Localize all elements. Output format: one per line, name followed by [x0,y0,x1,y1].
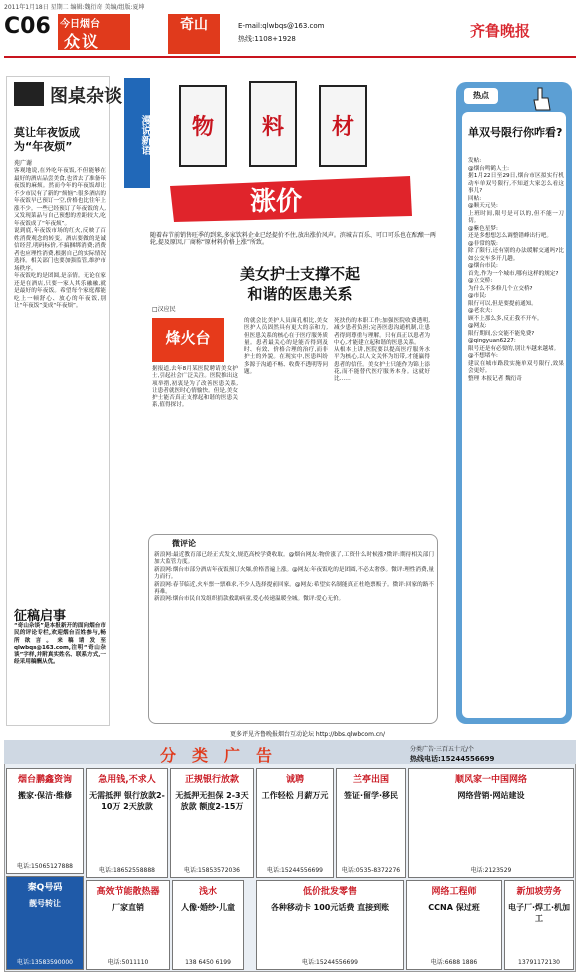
forum-link[interactable]: 更多评见齐鲁晚报烟台互动论坛 http://bbs.qlwbcom.cn/ [230,731,385,738]
issue-date: 2011年1月18日 星期二 编辑:魏衍奇 美编/组版:夏坤 [4,4,145,11]
ad-body: 无需抵押 银行放款2-10万 2天放款 [89,791,165,811]
sidebar-thread: 发帖: @烟台鸣鹤人士: 据1月22日至29日,烟台市区拟实行机动车单双号限行,不知道大家怎么看这事儿? 回帖: @顺天元昊: 上班时间,限号是可以的,但不能一刀切。 @紫色星梦: 还是多想想怎么调整错峰出行吧。 @非常的版: 除了限行,还有别的办法缓解交通吗?比如公交车多开几趟。 @烟台市民: 首先,作为一个城市,哪有这样的规定? @立交桥: 为什么不多修几个立交桥? @市民: 限行可以,但是要提前通知。 @老农夫: 顾不上那么多,反正我不开车。 @网友: 限行期间,公交能不能免费? @qingyuan6227: 限号还是有必要的,别让车越来越堵。 @不想堵车: 建议在城市路段实施单双号限行,效果会更好。 整理 本报记者 魏衍奇 [468,158,564,382]
classified-ad [86,768,168,878]
editorial-cartoon [150,76,436,244]
page-number: C06 [4,14,51,39]
ad-title: 兰亭出国 [352,775,389,785]
ad-phone: 电话:13583590000 [16,959,73,966]
ad-body: 厂家直销 [112,903,144,912]
ad-title: 浅水 [198,887,217,897]
left-article-title: 莫让年夜饭成为“年夜烦” [14,126,80,153]
main-article-col-1: 据报道,去年8月某医院聘请美女护士,引起社会广泛关注。医院推出这项举措,初衷是为了改善医患关系,让患者就医时心情愉快。但是,美女护士能否真正支撑起和谐的医患关系,值得探讨。 [152,366,238,409]
column-logo: 奇山 [168,14,220,54]
header-divider [4,56,576,58]
ad-phone: 电话:15065127888 [16,863,73,870]
sidebar-title: 单双号限行你咋看? [468,126,563,139]
ads-title: 分类广告 [160,746,289,765]
classified-ad [256,768,334,878]
ad-body: 人像·婚纱·儿童 [180,903,236,912]
ads-hotline: 热线电话:15244556699 [410,755,495,763]
newspaper-brand: 齐鲁晚报 [470,22,531,40]
ad-phone: 138 6450 6199 [185,959,231,966]
ad-body: 各种移动卡 100元话费 直接到账 [270,903,390,912]
header-phone: 热线:1108+1928 [238,35,296,43]
ad-body: 无抵押无担保 2-3天放款 额度2-15万 [175,791,249,811]
ad-body: CCNA 保过班 [428,903,480,912]
ad-title: 高效节能散热器 [96,887,160,897]
notice-title: 征稿启事 [14,609,67,624]
ad-phone: 电话:18652558888 [98,867,155,874]
left-article-body: 客观地说,在外吃年夜饭,不但能够在最好的酒店品尝美食,也省去了准备年夜饭的麻烦。然而今年的年夜饭却让不少市民有了新的“烦恼”:很多酒店的年夜饭早已预订一空,价格也比往年上涨不少。一些已经预订了年夜饭的人,又发现菜品与自己预想的差距较大,吃年夜饭成了“年夜烦”。 说到底,年夜饭市场的红火,反映了百姓消费观念的转变。酒店要做的是诚信经营,明码标价,不搞捆绑消费;消费者也应理性消费,根据自己的实际情况选择。相关部门也要加强监管,维护市场秩序。 年夜饭吃的是团圆,是亲情。无论在家还是在酒店,只要一家人其乐融融,就是最好的年夜饭。希望每个家庭都能吃上一顿舒心、放心的年夜饭,别让“年夜饭”变成“年夜烦”。 [14,168,106,309]
column-badge: 烽火台 [152,318,224,362]
notice-body: “奇山杂谈”是本报新开的面向烟台市民的评论专栏,欢迎烟台百姓参与,畅所欲言。来稿请发至qlwbqs@163.com,注明“奇山杂谈”字样,并附真实姓名、联系方式,一经采用稿酬从优。 [14,623,106,666]
ad-title: 正规银行放款 [184,775,239,785]
ads-hotline-label: 分类广告·三百五十元/个 [410,746,474,753]
main-title-line-2: 和谐的医患关系 [247,285,353,303]
page-header [0,0,580,60]
left-article-author: 苑广谢 [14,160,33,167]
ad-title: 新加坡劳务 [516,887,562,897]
ad-body: 搬家·保洁·维修 [17,791,73,800]
ad-title: 诚聘 [285,775,304,785]
ad-phone: 电话:0535-8372276 [341,867,401,874]
cartoon-word-2: 料 [262,115,285,140]
vertical-banner: 漫说新语 [124,78,150,188]
classified-ad [504,880,574,970]
classified-ad [256,880,404,970]
main-article-title [170,264,430,304]
section-today: 今日烟台 [60,19,100,30]
column-banner-art [14,80,122,110]
ad-phone: 电话:15853572036 [183,867,240,874]
ad-title: 急用钱,不求人 [98,775,156,785]
cartoon-word-1: 物 [192,115,215,140]
main-title-line-1: 美女护士支撑不起 [239,265,360,283]
ad-body: 工作轻松 月薪万元 [261,791,329,800]
classified-ad [172,880,244,970]
main-article-col-2: 的就会比美护人员面孔相比,美女医护人员固然具有更大的亲和力,但医患关系的核心在于医疗服务质量。患者最关心的是能否得到及时、有效、价格合理的治疗,而非护士的外貌。在现实中,医患纠纷多源于沟通不畅、收费不透明等问题。 [244,318,328,376]
main-article-author: □汉应民 [152,306,176,313]
ad-body: 网络营销·网站建设 [457,791,525,800]
cartoon-caption: 随着春节前销售旺季的到来,多家饮料企业已经提价不住,放出涨价风声。滨城吉百乐、可口可乐也在酝酿一两轮,提及原因,厂商称“原材料价格上涨”所致。 [150,232,436,246]
ad-title: 秦Q号码 [27,883,63,893]
classified-ad [6,876,84,970]
ad-body: 电子厂·焊工·机加工 [507,903,571,923]
classified-ad [336,768,406,878]
micro-comment-body: 新浪网:最近教育部已经正式发文,规范高校学费收取。@烟台网友:物价涨了,工资什么时候涨?微评:期待相关部门加大监管力度。 新浪网:烟台市部分酒店年夜饭预订火爆,价格普遍上涨。@网友:年夜饭吃的是团圆,不必太奢侈。微评:理性消费,量力而行。 新浪网:春节临近,火车票一票难求,不少人选择提前回家。@网友:希望实名制能真正杜绝票贩子。微评:回家的路不再难。 新浪网:烟台市民自发组织捐款救助病童,爱心传递温暖全城。微评:爱心无价。 [154,552,434,603]
ad-phone: 电话:2123529 [470,867,512,874]
ad-phone: 电话:5011110 [107,959,149,966]
ad-phone: 13791172130 [518,959,560,966]
classified-ad [86,880,170,970]
micro-comment-label: 微评论 [172,539,196,548]
cartoon-illustration [150,76,436,226]
classified-ad [406,880,502,970]
classified-ad [408,768,574,878]
column-banner [14,80,122,110]
ad-title: 低价批发零售 [302,887,357,897]
column-banner-text: 图桌杂谈 [50,86,122,107]
ad-body: 靓号转让 [29,899,61,908]
ad-title: 顺风家一中国网络 [454,775,527,785]
header-email[interactable]: E-mail:qlwbqs@163.com [238,22,325,30]
ad-phone: 电话:15244556699 [301,959,358,966]
hot-topic-label: 热点 [464,88,498,104]
ad-phone: 电话:6688 1886 [430,959,478,966]
classified-ad [170,768,254,878]
cartoon-word-4: 涨价 [250,187,303,217]
ad-body: 签证·留学·移民 [343,791,399,800]
classified-ad [6,768,84,874]
main-article-col-3: 死扶伤的本职工作;加强医院收费透明,减少患者负担;完善医患沟通机制,让患者得到尊重与理解。只有真正以患者为中心,才能建立起和谐的医患关系。 从根本上讲,医院要以提高医疗服务水平为核心,以人文关怀为纽带,才能赢得患者的信任。美女护士只能作为锦上添花,而不能替代医疗服务本身。这就好比…… [334,318,430,383]
ad-title: 烟台鹏鑫资询 [17,775,72,785]
ad-phone: 电话:15244556699 [266,867,323,874]
ad-title: 网络工程师 [431,887,477,897]
section-title: 众议 [64,32,101,51]
cartoon-word-3: 材 [332,115,355,140]
